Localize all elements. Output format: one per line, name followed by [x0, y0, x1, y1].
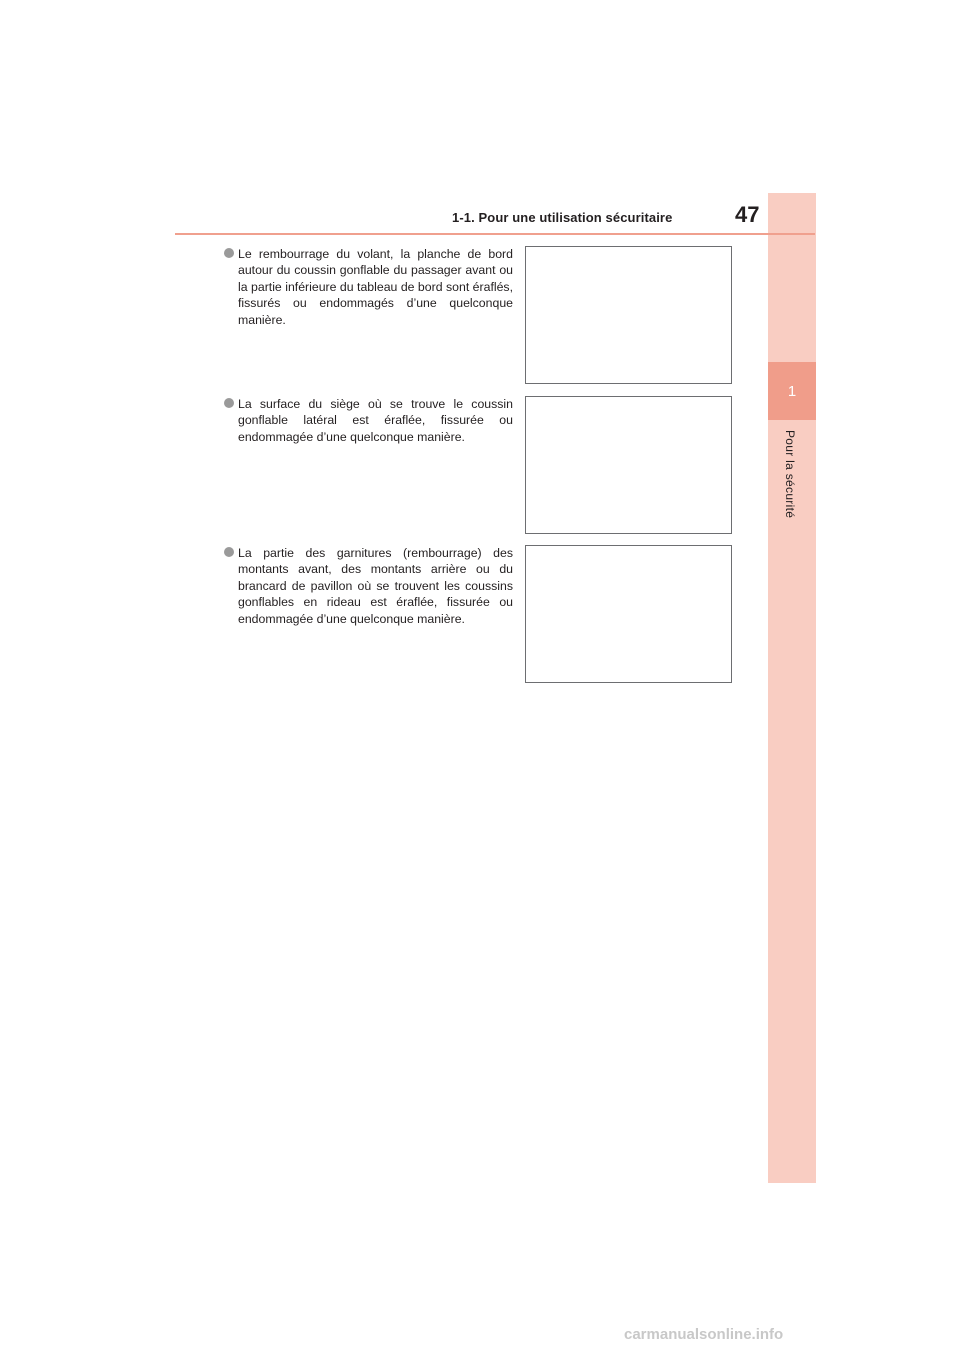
illustration-curtain-airbag-pillars — [525, 545, 732, 683]
page-number: 47 — [735, 202, 760, 227]
chapter-number: 1 — [787, 382, 797, 400]
item-text: Le rembourrage du volant, la planche de bord autour du coussin gonflable du passager avant ou la partie inférieure du tableau de bord sont éraflés, fissurés ou endommagés d’une quelconque manière. — [238, 247, 513, 327]
item-text: La partie des garnitures (rembourrage) des montants avant, des montants arrière ou du brancard de pavillon où se trouvent les coussins gonflables en rideau est éraflée, fissurée ou endommagée d’une quelconque manière. — [238, 546, 513, 626]
bullet-icon — [224, 547, 234, 557]
bullet-icon — [224, 398, 234, 408]
section-title: 1-1. Pour une utilisation sécuritaire — [452, 210, 673, 225]
item-text: La surface du siège où se trouve le coussin gonflable latéral est éraflée, fissurée ou endommagée d’une quelconque manière. — [238, 397, 513, 444]
chapter-number-tab — [768, 362, 816, 420]
watermark: carmanualsonline.info — [624, 1326, 784, 1343]
chapter-side-tab — [768, 193, 816, 1183]
list-item — [224, 545, 513, 627]
chapter-label: Pour la sécurité — [783, 430, 797, 519]
header-divider — [175, 233, 815, 235]
bullet-icon — [224, 248, 234, 258]
list-item — [224, 396, 513, 445]
illustration-steering-dashboard — [525, 246, 732, 384]
illustration-seat-side-airbag — [525, 396, 732, 534]
list-item — [224, 246, 513, 328]
